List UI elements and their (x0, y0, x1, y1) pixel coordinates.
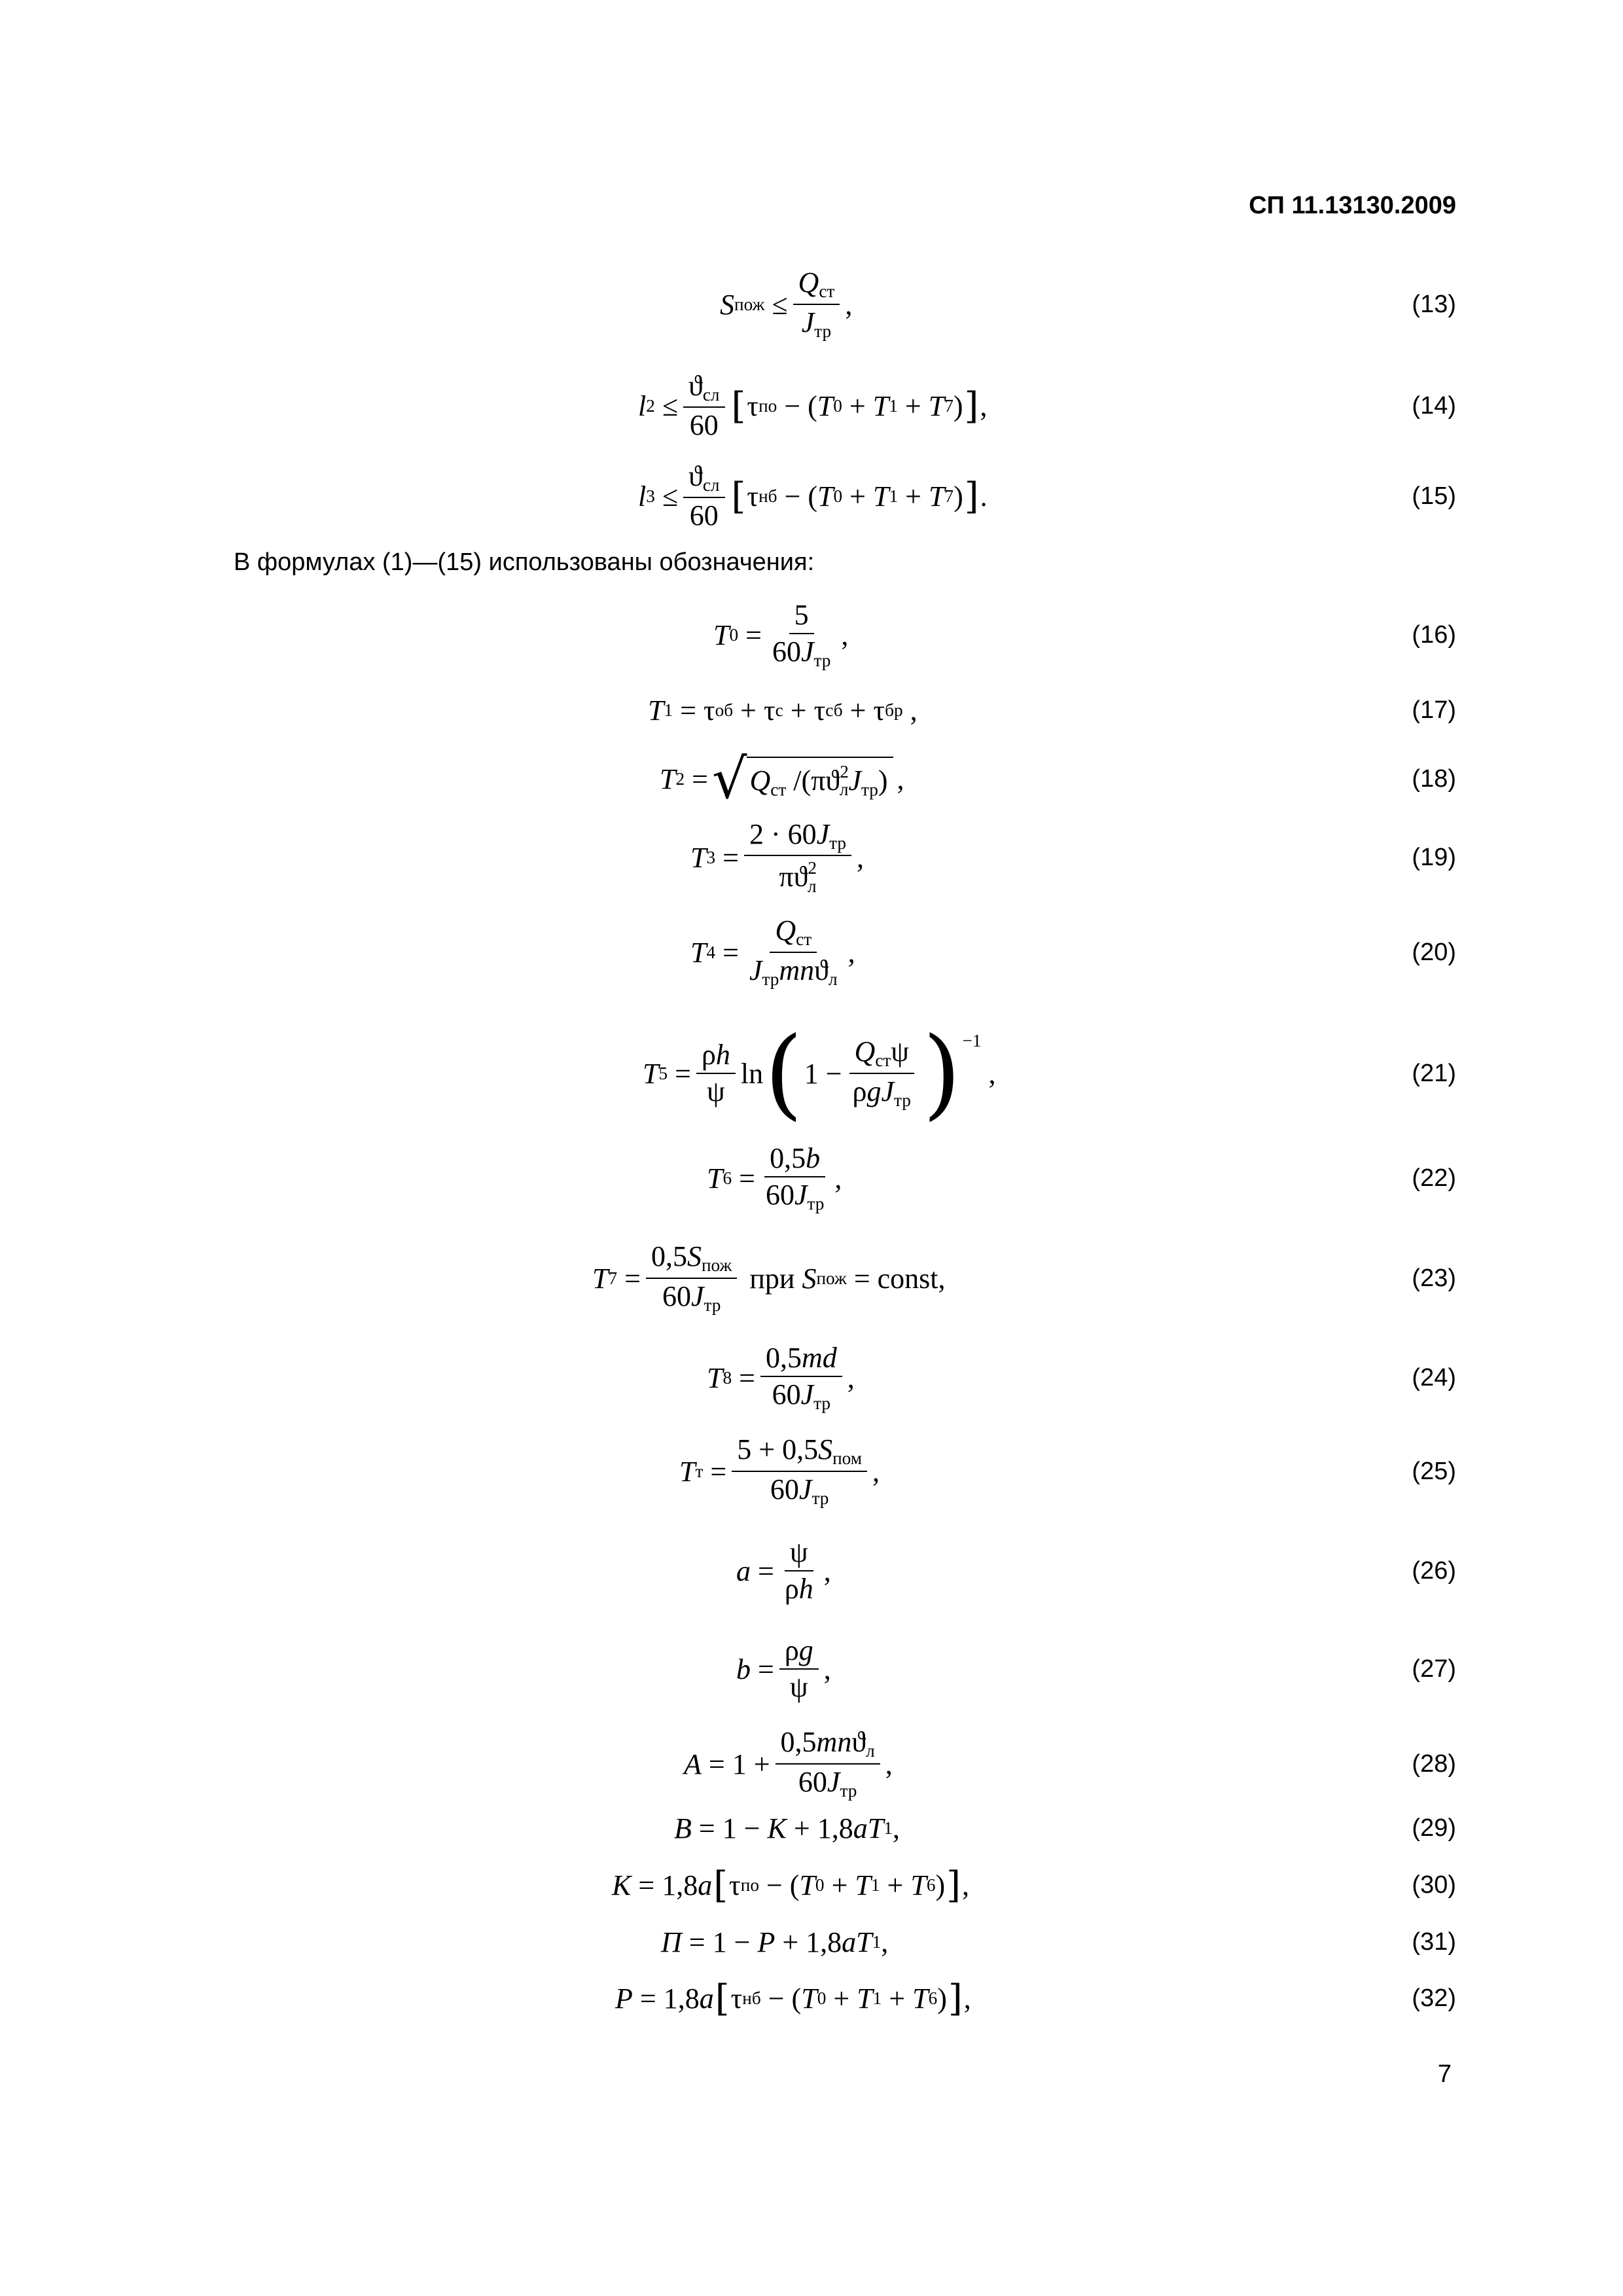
formula-31: П = 1 − P + 1,8 a T 1 , (661, 1926, 889, 1958)
document-code: СП 11.13130.2009 (1249, 192, 1456, 219)
formula-row-24 (0, 1335, 1623, 1420)
formula-20: T 4 = $\frac{Q_{ст}}{J_{тр}mnϑ_л}$ , (690, 914, 855, 990)
formula-number: (14) (1412, 391, 1456, 420)
formula-row-29 (0, 1795, 1623, 1861)
formula-25: T т = $\frac{5 + 0,5S_{пом}}{60J_{тр}}$ , (679, 1433, 880, 1509)
formula-21: T 5 = $\frac{\rho h}{\psi}$ ln ( 1 − $\frac{Q_{ст}\psi}{\rho gJ_{тр}}$ ) $^{-1}$ , (643, 1016, 996, 1130)
formula-number: (15) (1412, 482, 1456, 510)
fraction: $\frac{Q_{ст}}{J_{тр}}$ (793, 268, 840, 341)
formula-30: K = 1,8 a [ τ по − ( T 0 + T 1 + T 6 ) ] , (612, 1863, 969, 1907)
formula-row-20 (0, 910, 1623, 995)
formula-row-19 (0, 815, 1623, 900)
formula-number: (25) (1412, 1457, 1456, 1485)
formula-number: (18) (1412, 764, 1456, 793)
formula-23: T 7 = $\frac{0,5S_{пож}}{60J_{тр}}$ при S пож = const , (592, 1240, 946, 1316)
formula-number: (32) (1412, 1984, 1456, 2012)
formula-26: a = $\frac{\psi}{\rho h}$ , (736, 1535, 831, 1605)
intro-text: В формулах (1)—(15) использованы обозначения: (234, 548, 815, 576)
formula-row-22 (0, 1136, 1623, 1221)
formula-number: (29) (1412, 1814, 1456, 1842)
formula-28: A = 1 + $\frac{0,5mnϑ_л}{60J_{тр}}$ , (684, 1726, 893, 1801)
formula-29: B = 1 − K + 1,8 a T 1 , (674, 1812, 900, 1844)
page-number: 7 (1437, 2060, 1452, 2088)
formula-24: T 8 = $\frac{0,5md}{60J_{тр}}$ , (707, 1341, 855, 1413)
formula-19: T 3 = $\frac{2 \cdot 60J_{тр}}{\pi ϑ^2_л}$ , (690, 817, 865, 896)
formula-row-26 (0, 1528, 1623, 1613)
formula-number: (17) (1412, 696, 1456, 724)
formula-number: (31) (1412, 1928, 1456, 1956)
formula-number: (26) (1412, 1556, 1456, 1585)
formula-number: (16) (1412, 620, 1456, 649)
formula-row-25 (0, 1429, 1623, 1514)
formula-number: (28) (1412, 1749, 1456, 1778)
formula-number: (19) (1412, 843, 1456, 871)
formula-row-18 (0, 736, 1623, 821)
formula-number: (27) (1412, 1655, 1456, 1683)
formula-row-14 (0, 363, 1623, 448)
formula-number: (23) (1412, 1264, 1456, 1292)
formula-13: S пож ≤ $\frac{Q_{ст}}{J_{тр}}$ , (720, 266, 853, 342)
formula-18: T 2 = √ $Q_{ст}$ $/(\pi ϑ^2_лJ_{тр})$ , (660, 747, 904, 811)
formula-row-31 (0, 1909, 1623, 1975)
formula-number: (20) (1412, 938, 1456, 966)
formula-number: (30) (1412, 1871, 1456, 1899)
formula-17: T 1 = τ об + τ с + τ сб + τ бр , (648, 694, 918, 726)
formula-row-13 (0, 262, 1623, 347)
formula-14: l 2 ≤ $\frac{ϑ_{сл}}{60}$ [ τ по − ( T 0 + T 1 + T 7 ) ] , (638, 369, 988, 442)
formula-32: P = 1,8 a [ τ нб − ( T 0 + T 1 + T 6 ) ] , (615, 1977, 971, 2020)
formula-number: (22) (1412, 1164, 1456, 1192)
formula-22: T 6 = $\frac{0,5b}{60J_{тр}}$ , (707, 1141, 842, 1213)
formula-row-32 (0, 1965, 1623, 2031)
formula-row-30 (0, 1852, 1623, 1918)
formula-row-27 (0, 1626, 1623, 1712)
formula-number: (21) (1412, 1059, 1456, 1087)
formula-row-16 (0, 592, 1623, 677)
formula-row-21 (0, 1016, 1623, 1130)
formula-row-28 (0, 1721, 1623, 1806)
formula-number: (13) (1412, 290, 1456, 318)
formula-number: (24) (1412, 1363, 1456, 1391)
formula-27: b = $\frac{\rho g}{\psi}$ , (736, 1634, 831, 1703)
formula-16: T 0 = $\frac{5}{60J_{тр}}$ , (713, 598, 849, 670)
formula-15: l 3 ≤ $\frac{ϑ_{сл}}{60}$ [ τ нб − ( T 0 + T 1 + T 7 ) ] . (638, 459, 988, 532)
sqrt: √ $Q_{ст}$ $/(\pi ϑ^2_лJ_{тр})$ (712, 751, 893, 806)
formula-row-15 (0, 454, 1623, 539)
formula-row-23 (0, 1236, 1623, 1321)
